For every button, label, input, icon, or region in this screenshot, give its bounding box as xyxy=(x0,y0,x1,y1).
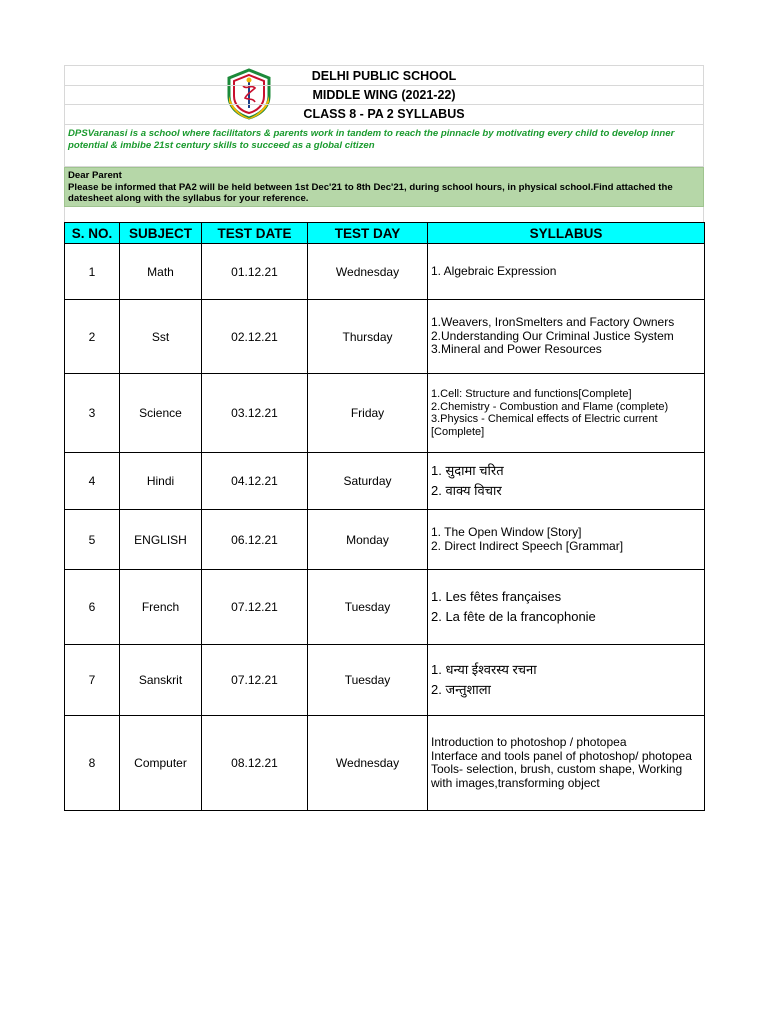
syllabus-table xyxy=(64,222,705,811)
cell-subject: Sst xyxy=(120,300,202,374)
cell-subject: Computer xyxy=(120,716,202,811)
cell-test-day: Tuesday xyxy=(308,645,428,716)
cell-sno: 5 xyxy=(65,510,120,570)
cell-syllabus xyxy=(428,645,705,716)
cell-test-day: Thursday xyxy=(308,300,428,374)
cell-test-date: 03.12.21 xyxy=(202,374,308,453)
cell-test-day: Monday xyxy=(308,510,428,570)
syllabus-line: 1. सुदामा चरित xyxy=(431,463,504,478)
column-header-syllabus: SYLLABUS xyxy=(428,223,705,244)
page-title: CLASS 8 - PA 2 SYLLABUS xyxy=(303,107,465,121)
syllabus-line: 1. The Open Window [Story] xyxy=(431,525,582,539)
table-row xyxy=(65,300,705,374)
syllabus-line: 3.Physics - Chemical effects of Electric current [Complete] xyxy=(431,413,658,438)
cell-test-date: 01.12.21 xyxy=(202,244,308,300)
syllabus-line: 2.Understanding Our Criminal Justice System xyxy=(431,328,674,343)
cell-test-date: 02.12.21 xyxy=(202,300,308,374)
cell-test-date: 06.12.21 xyxy=(202,510,308,570)
syllabus-line: 1. Algebraic Expression xyxy=(431,263,557,278)
cell-subject: Sanskrit xyxy=(120,645,202,716)
syllabus-line: 1. धन्या ईश्वरस्य रचना xyxy=(431,662,537,677)
syllabus-line: 1.Cell: Structure and functions[Complete] xyxy=(431,388,632,400)
cell-test-day: Wednesday xyxy=(308,244,428,300)
column-header-subject: SUBJECT xyxy=(120,223,202,244)
table-row xyxy=(65,453,705,510)
school-name: DELHI PUBLIC SCHOOL xyxy=(311,69,457,83)
column-header-sno: S. NO. xyxy=(65,223,120,244)
syllabus-line: 2. वाक्य विचार xyxy=(431,483,502,498)
cell-syllabus xyxy=(428,244,705,300)
syllabus-line: 2. जन्तुशाला xyxy=(431,682,491,697)
notice-message: Please be informed that PA2 will be held between 1st Dec'21 to 8th Dec'21, during school hours, in physical school.Find attached the datesheet along with the syllabus for your reference. xyxy=(68,181,673,204)
cell-syllabus xyxy=(428,510,705,570)
column-header-test-date: TEST DATE xyxy=(202,223,308,244)
table-row xyxy=(65,510,705,570)
cell-subject: Science xyxy=(120,374,202,453)
cell-test-day: Friday xyxy=(308,374,428,453)
table-row xyxy=(65,645,705,716)
cell-subject: Hindi xyxy=(120,453,202,510)
school-motto: DPSVaranasi is a school where facilitators & parents work in tandem to reach the pinnacle by motivating every child to develop inner potential & imbibe 21st century skills to succeed as a global citizen xyxy=(64,125,704,167)
cell-sno: 1 xyxy=(65,244,120,300)
syllabus-line: 2.Chemistry - Combustion and Flame (complete) xyxy=(431,400,669,413)
cell-test-day: Wednesday xyxy=(308,716,428,811)
syllabus-line: 1. Les fêtes françaises xyxy=(431,589,562,604)
column-header-test-day: TEST DAY xyxy=(308,223,428,244)
table-row xyxy=(65,374,705,453)
cell-syllabus xyxy=(428,300,705,374)
cell-subject: ENGLISH xyxy=(120,510,202,570)
cell-sno: 4 xyxy=(65,453,120,510)
cell-sno: 6 xyxy=(65,570,120,645)
syllabus-line: Tools- selection, brush, custom shape, Working with images,transforming object xyxy=(431,762,683,790)
cell-test-day: Saturday xyxy=(308,453,428,510)
syllabus-line: Interface and tools panel of photoshop/ photopea xyxy=(431,748,692,763)
wing-title: MIDDLE WING (2021-22) xyxy=(312,88,456,102)
syllabus-line: 2. Direct Indirect Speech [Grammar] xyxy=(431,538,624,553)
cell-sno: 7 xyxy=(65,645,120,716)
table-row xyxy=(65,716,705,811)
spacer-row xyxy=(64,207,704,222)
cell-syllabus xyxy=(428,570,705,645)
cell-syllabus xyxy=(428,374,705,453)
cell-test-date: 08.12.21 xyxy=(202,716,308,811)
cell-sno: 8 xyxy=(65,716,120,811)
syllabus-line: Introduction to photoshop / photopea xyxy=(431,735,627,749)
cell-syllabus xyxy=(428,453,705,510)
table-row xyxy=(65,570,705,645)
cell-test-day: Tuesday xyxy=(308,570,428,645)
syllabus-line: 3.Mineral and Power Resources xyxy=(431,342,602,357)
syllabus-line: 2. La fête de la francophonie xyxy=(431,609,596,624)
cell-subject: French xyxy=(120,570,202,645)
cell-test-date: 07.12.21 xyxy=(202,570,308,645)
table-header-row xyxy=(65,223,705,244)
school-header xyxy=(64,65,704,125)
cell-test-date: 04.12.21 xyxy=(202,453,308,510)
cell-subject: Math xyxy=(120,244,202,300)
cell-sno: 2 xyxy=(65,300,120,374)
syllabus-sheet xyxy=(64,65,704,811)
notice-greeting: Dear Parent xyxy=(68,170,122,181)
table-row xyxy=(65,244,705,300)
cell-syllabus xyxy=(428,716,705,811)
syllabus-line: 1.Weavers, IronSmelters and Factory Owners xyxy=(431,315,675,330)
parent-notice xyxy=(64,167,704,207)
cell-test-date: 07.12.21 xyxy=(202,645,308,716)
cell-sno: 3 xyxy=(65,374,120,453)
